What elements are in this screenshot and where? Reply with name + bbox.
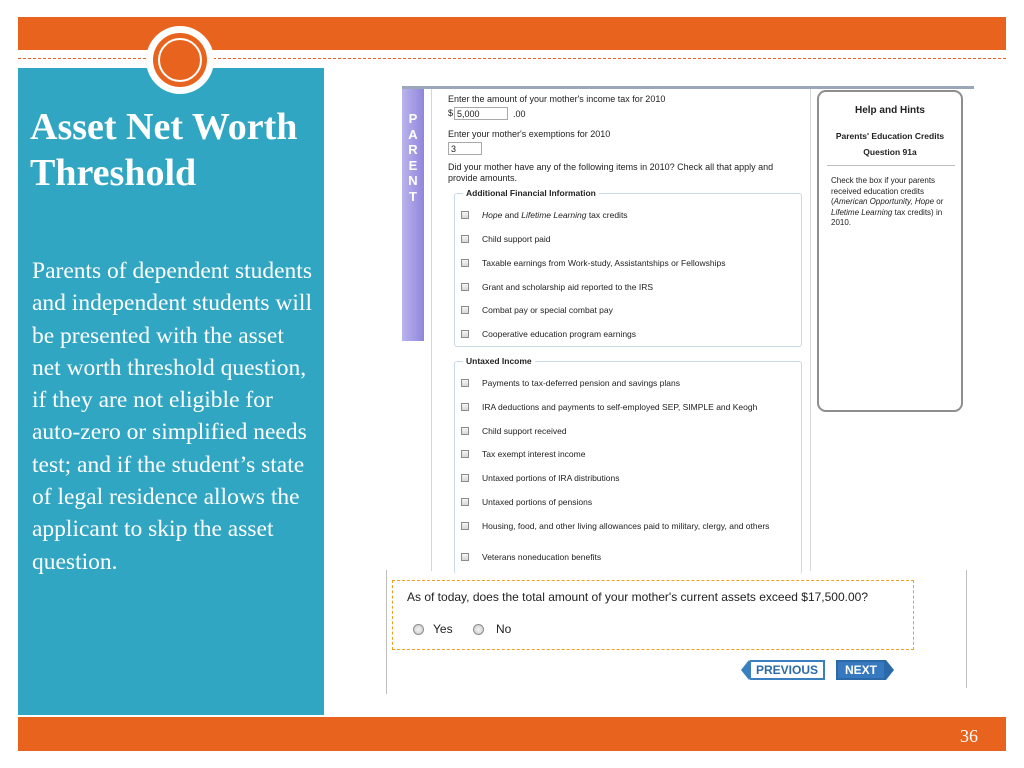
slide-body-text: Parents of dependent students and independent students will be presented with the asset net worth threshold question, if they are not eligible for auto-zero or simplified needs test; and if the student’s state of legal residence allows the applicant to skip the asset question. [32,258,312,575]
asset-threshold-question [392,580,914,650]
column-divider [431,89,432,571]
asset-question-text: As of today, does the total amount of your mother's current assets exceed $17,500.00? [407,590,869,604]
income-tax-label: Enter the amount of your mother's income tax for 2010 [448,94,666,104]
help-divider [827,165,955,166]
slide-title: Asset Net Worth Threshold [30,106,298,194]
currency-symbol: $ [448,108,454,118]
next-arrow-icon[interactable] [886,660,894,680]
checkbox[interactable] [461,553,469,561]
screenshot-top-border [402,86,974,89]
no-label: No [496,622,512,636]
yes-radio[interactable] [413,624,424,635]
side-letter: P [408,111,418,126]
exemptions-label: Enter your mother's exemptions for 2010 [448,129,611,139]
checkbox[interactable] [461,427,469,435]
checkbox-label: Tax exempt interest income [482,449,586,459]
checkbox-label: Taxable earnings from Work-study, Assistantships or Fellowships [482,258,726,268]
parent-section-tab [402,89,424,341]
additional-financial-fieldset [454,188,802,347]
checkbox-label: Combat pay or special combat pay [482,305,613,315]
checkbox-label: Untaxed portions of IRA distributions [482,473,620,483]
help-subtitle: Parents' Education Credits [835,131,945,141]
column-divider [810,89,811,571]
checkbox-label: Veterans noneducation benefits [482,552,602,562]
checkbox[interactable] [461,330,469,338]
checkbox-label: Cooperative education program earnings [482,329,637,339]
income-tax-cents: .00 [513,109,526,119]
next-button[interactable]: NEXT [836,660,886,680]
bottom-accent-bar [18,717,1006,751]
checkbox-label: Grant and scholarship aid reported to the IRS [482,282,654,292]
exemptions-input[interactable]: 3 [448,142,482,155]
checkbox[interactable] [461,522,469,530]
no-radio[interactable] [473,624,484,635]
side-letter: E [408,157,418,173]
untaxed-income-fieldset [454,356,802,574]
checkbox-label: IRA deductions and payments to self-employed SEP, SIMPLE and Keogh [482,402,758,412]
checkbox[interactable] [461,306,469,314]
yes-label: Yes [433,622,453,636]
help-title: Help and Hints [854,105,925,116]
checkbox[interactable] [461,450,469,458]
help-text: Check the box if your parents received education credits (American Opportunity, Hope or Lifetime Learning tax credits) in 2010. [831,176,944,227]
checkbox[interactable] [461,259,469,267]
checkbox[interactable] [461,283,469,291]
checkbox[interactable] [461,498,469,506]
help-question-number: Question 91a [863,147,917,157]
checkbox-label: Hope and Lifetime Learning tax credits [482,210,628,220]
checkbox-label: Housing, food, and other living allowances paid to military, clergy, and others [482,521,770,531]
fieldset-legend: Untaxed Income [463,356,535,366]
decorative-circle-ring [158,38,202,82]
checkbox[interactable] [461,379,469,387]
income-tax-input[interactable]: 5,000 [454,107,508,120]
side-letter: N [408,173,418,188]
side-letter: R [408,142,418,157]
checkbox[interactable] [461,211,469,219]
previous-arrow-icon[interactable] [741,660,749,680]
checkbox[interactable] [461,474,469,482]
screenshot-left-border [386,570,387,694]
checkbox-label: Child support received [482,426,567,436]
page-number: 36 [960,726,978,746]
items-prompt: Did your mother have any of the following items in 2010? Check all that apply and provide amounts. [448,162,774,183]
checkbox-label: Payments to tax-deferred pension and savings plans [482,378,680,388]
fafsa-screenshot [386,86,974,694]
previous-button[interactable]: PREVIOUS [749,660,825,680]
side-letter: A [408,126,418,142]
fieldset-legend: Additional Financial Information [463,188,599,198]
help-and-hints-panel [817,90,963,412]
screenshot-right-border [966,570,967,688]
side-letter: T [409,188,417,204]
checkbox-label: Untaxed portions of pensions [482,497,593,507]
checkbox[interactable] [461,235,469,243]
checkbox-label: Child support paid [482,234,551,244]
checkbox[interactable] [461,403,469,411]
